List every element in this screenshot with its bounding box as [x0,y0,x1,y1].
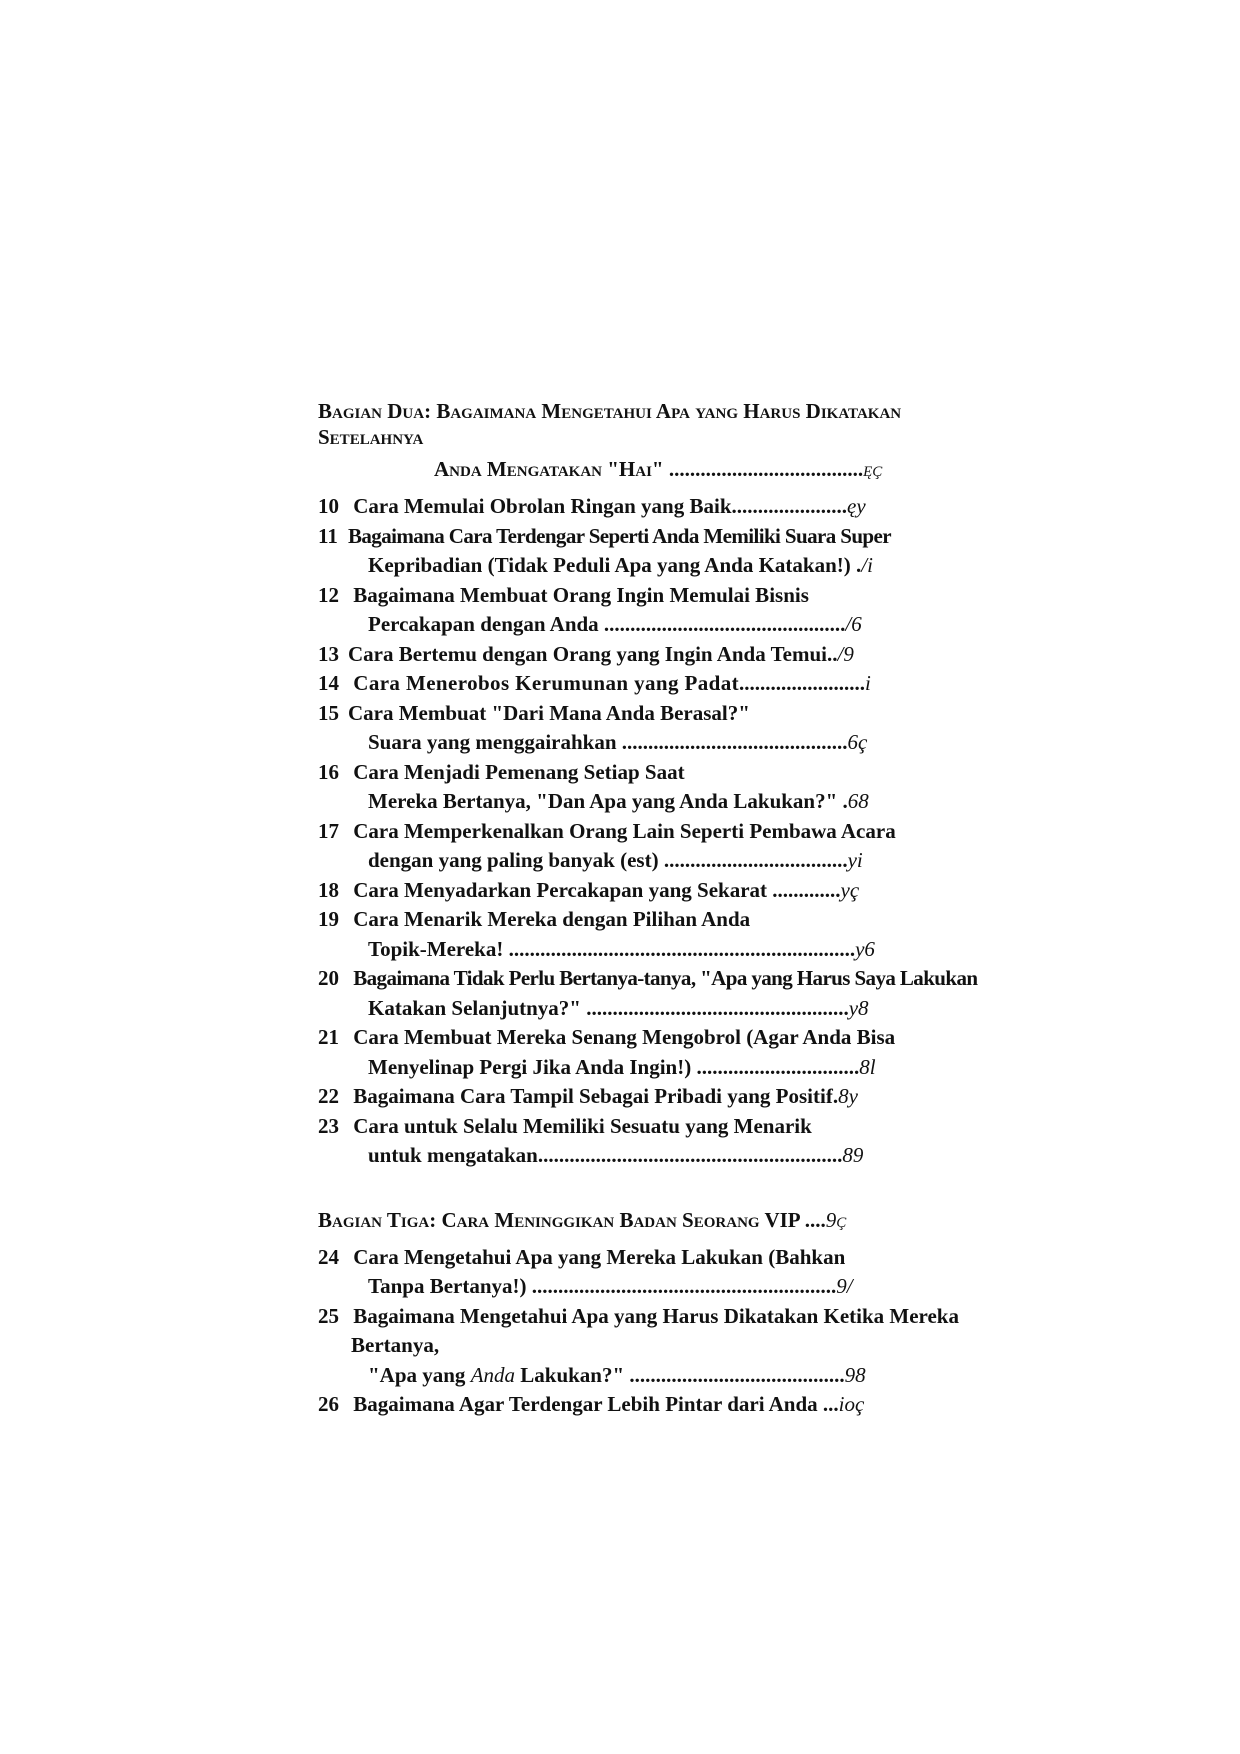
chapter-title: Cara Bertemu dengan Orang yang Ingin Anda Temui [348,641,828,666]
toc-entry-26[interactable]: 26 Bagaimana Agar Terdengar Lebih Pintar dari Anda ...ioç [318,1390,1078,1420]
chapter-title-continued: untuk mengatakan..........................................................89 [368,1143,864,1167]
toc-entry-15[interactable] [318,699,1078,758]
chapter-title: Bagaimana Agar Terdengar Lebih Pintar dari Anda [353,1392,818,1416]
chapter-title: Cara Membuat "Dari Mana Anda Berasal?" [348,700,750,725]
page-number: yi [847,848,863,872]
chapter-title: Bagaimana Membuat Orang Ingin Memulai Bisnis [353,582,809,607]
page-number: /i [861,553,873,577]
chapter-title: Bagaimana Mengetahui Apa yang Harus Dikatakan Ketika Mereka [353,1303,959,1328]
toc-entry-13[interactable]: 13 Cara Bertemu dengan Orang yang Ingin Anda Temui../9 [318,640,1078,670]
chapter-title-continued-2: "Apa yang Anda Lakukan?" .........................................98 [368,1362,866,1387]
chapter-title: Bagaimana Tidak Perlu Bertanya-tanya, "Apa yang Harus Saya Lakukan [353,966,978,990]
page-number: i [865,671,871,695]
chapter-title-continued: Suara yang menggairahkan ...........................................6ç [368,730,868,754]
chapter-title: Cara Membuat Mereka Senang Mengobrol (Agar Anda Bisa [353,1025,896,1049]
chapter-title: Cara Menjadi Pemenang Setiap Saat [353,759,685,784]
chapter-title: Cara Memperkenalkan Orang Lain Seperti Pembawa Acara [353,818,896,843]
toc-entry-20[interactable] [318,964,1078,1023]
page-number: 89 [842,1143,864,1167]
chapter-title: Cara Mengetahui Apa yang Mereka Lakukan (Bahkan [353,1244,846,1269]
chapter-number: 26 [318,1392,339,1416]
chapter-title-continued: Percakapan dengan Anda ............................................../6 [368,612,862,636]
page-number: 9ç [825,1207,847,1232]
toc-entry-10[interactable]: 10 Cara Memulai Obrolan Ringan yang Baik......................ęy [318,492,1078,522]
chapter-title: Cara Menarik Mereka dengan Pilihan Anda [353,907,751,931]
page-number: /9 [837,641,854,666]
page-number: yç [840,877,860,902]
page-number: ęy [847,494,866,518]
part-two-title-line3: Anda Mengatakan "Hai" .....................................ęç [434,457,883,481]
chapter-number: 11 [318,523,338,548]
toc-entry-23[interactable] [318,1112,1078,1171]
chapter-title: Bagaimana Cara Tampil Sebagai Pribadi yang Positif [353,1084,833,1108]
chapter-title: Bagaimana Cara Terdengar Seperti Anda Memiliki Suara Super [348,523,891,548]
chapter-title: Cara untuk Selalu Memiliki Sesuatu yang Menarik [353,1113,812,1138]
table-of-contents [318,398,1078,1420]
part-two-heading [318,398,1078,482]
chapter-number: 12 [318,582,339,607]
page-number: 9/ [836,1274,853,1298]
chapter-number: 17 [318,818,339,843]
chapter-number: 10 [318,494,339,518]
chapter-number: 22 [318,1084,339,1108]
chapter-title-continued: Bertanya, [351,1333,440,1357]
part-two-title-line1: Bagian Dua: Bagaimana Mengetahui Apa yang Harus Dikatakan [318,399,902,423]
chapter-title: Cara Memulai Obrolan Ringan yang Baik [353,494,732,518]
toc-entry-19[interactable] [318,905,1078,964]
chapter-number: 19 [318,907,339,931]
chapter-number: 16 [318,759,339,784]
chapter-title-continued: Kepribadian (Tidak Peduli Apa yang Anda Katakan!) ./i [368,553,873,577]
chapter-title-continued: Topik-Mereka! ..................................................................y6 [368,936,875,961]
chapter-number: 25 [318,1303,339,1328]
page-number: 98 [844,1362,866,1387]
chapter-number: 15 [318,700,339,725]
chapter-title-continued: Mereka Bertanya, "Dan Apa yang Anda Lakukan?" .68 [368,789,869,813]
page-number: /6 [845,612,862,636]
page-number: 8y [838,1084,858,1108]
chapter-title-continued: dengan yang paling banyak (est) ...................................yi [368,848,863,872]
chapter-title: Cara Menyadarkan Percakapan yang Sekarat [353,877,768,902]
page-number: ęç [863,457,883,481]
toc-entry-25[interactable] [318,1302,1078,1391]
chapter-title: Cara Menerobos Kerumunan yang Padat [353,671,740,695]
toc-entry-24[interactable] [318,1243,1078,1302]
page-number: 8l [859,1054,876,1079]
chapter-title-continued: Menyelinap Pergi Jika Anda Ingin!) ...............................8l [368,1054,876,1079]
chapter-number: 20 [318,966,339,990]
part-three-title: Bagian Tiga: Cara Meninggikan Badan Seorang VIP [318,1207,800,1232]
toc-entry-14[interactable]: 14 Cara Menerobos Kerumunan yang Padat........................i [318,669,1078,699]
part-two-title-line2: Setelahnya [318,425,424,449]
page-number: 68 [847,789,869,813]
toc-entry-21[interactable] [318,1023,1078,1082]
toc-entry-22[interactable]: 22 Bagaimana Cara Tampil Sebagai Pribadi yang Positif.8y [318,1082,1078,1112]
chapter-title-continued: Katakan Selanjutnya?" ..................................................y8 [368,995,869,1020]
page-number: y8 [848,995,869,1020]
chapter-number: 13 [318,641,339,666]
chapter-number: 21 [318,1025,339,1049]
toc-entry-16[interactable] [318,758,1078,817]
page-number: 6ç [847,730,868,754]
chapter-number: 23 [318,1113,339,1138]
part-three-heading: Bagian Tiga: Cara Meninggikan Badan Seorang VIP ....9ç [318,1207,847,1232]
toc-entry-11[interactable] [318,522,1078,581]
toc-entry-17[interactable] [318,817,1078,876]
chapter-number: 24 [318,1244,339,1269]
chapter-title-continued: Tanpa Bertanya!) ..........................................................9/ [368,1274,853,1298]
chapter-number: 18 [318,877,339,902]
page-number: y6 [855,936,875,961]
toc-entry-12[interactable] [318,581,1078,640]
toc-entry-18[interactable]: 18 Cara Menyadarkan Percakapan yang Sekarat .............yç [318,876,1078,906]
chapter-number: 14 [318,671,339,695]
page-number: ioç [838,1392,865,1416]
